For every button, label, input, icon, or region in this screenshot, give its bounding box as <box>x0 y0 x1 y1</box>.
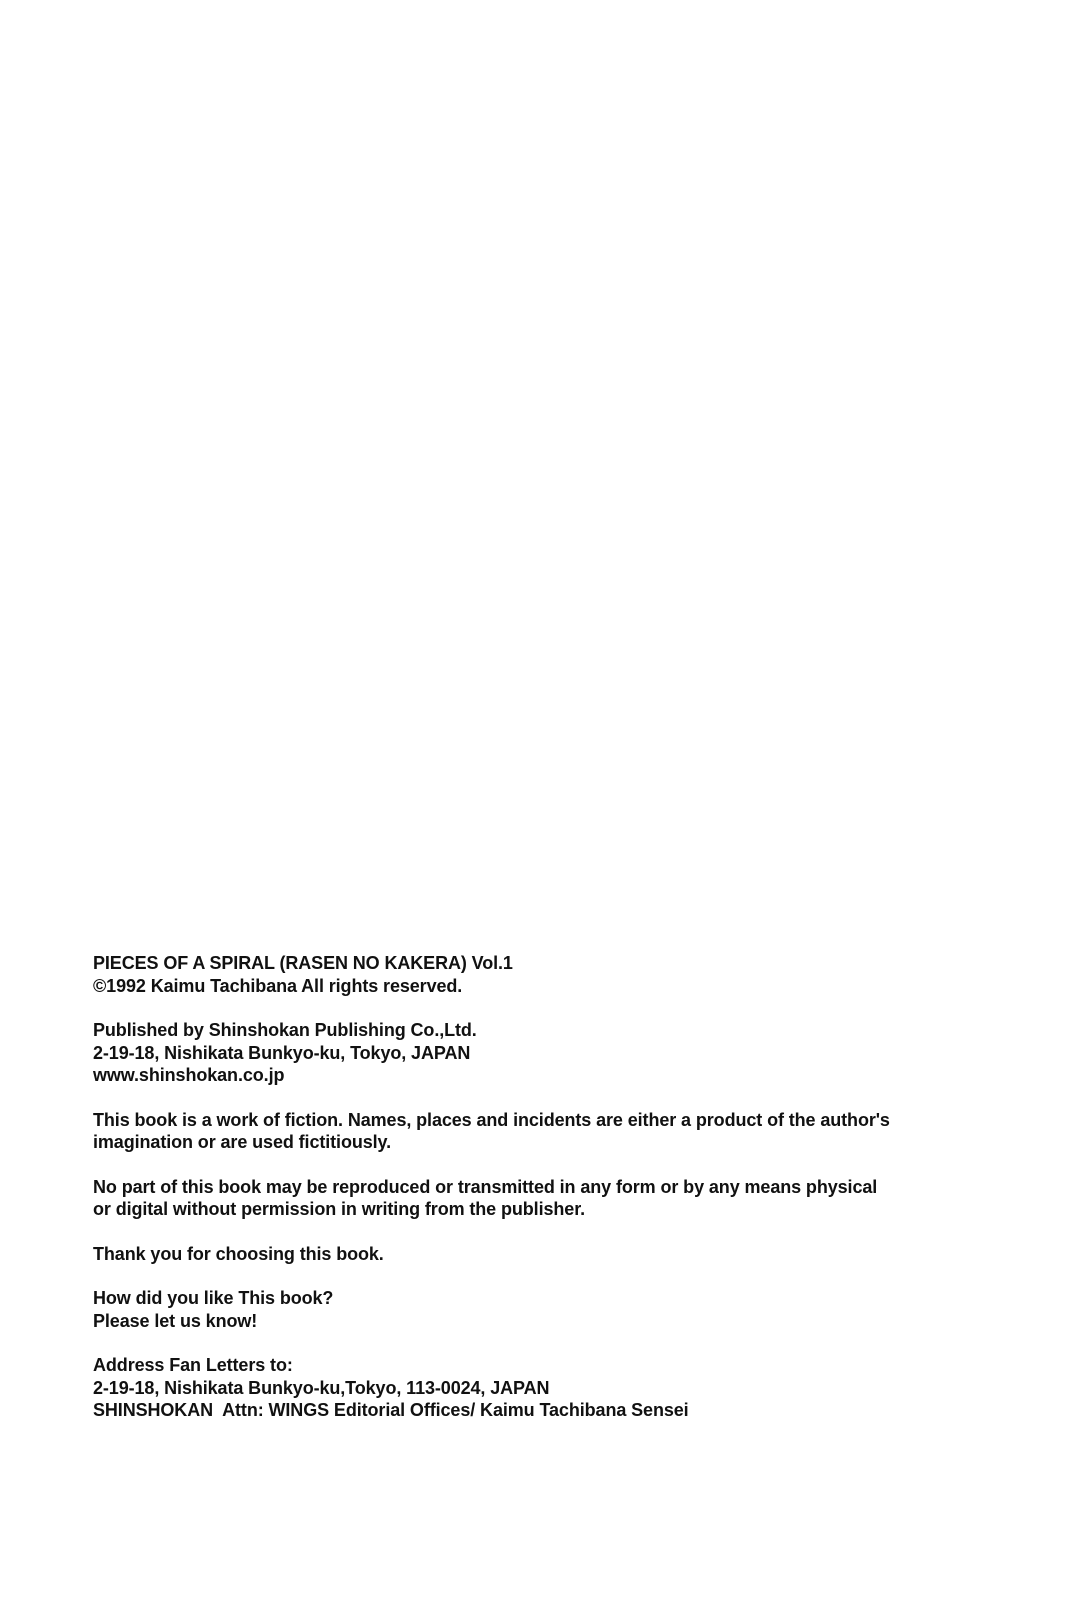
publisher-name: Published by Shinshokan Publishing Co.,Ltd. <box>93 1020 477 1040</box>
thanks-line: Thank you for choosing this book. <box>93 1243 384 1264</box>
rights-notice <box>93 1176 993 1221</box>
fiction-disclaimer-line-1: This book is a work of fiction. Names, places and incidents are either a product of the author's <box>93 1109 890 1130</box>
copyright-notice: ©1992 Kaimu Tachibana All rights reserved. <box>93 975 463 996</box>
thanks-message <box>93 1243 993 1266</box>
feedback-question: How did you like This book? <box>93 1288 334 1308</box>
publisher-address: 2-19-18, Nishikata Bunkyo-ku, Tokyo, JAPAN <box>93 1042 471 1063</box>
fan-letter-street: 2-19-18, Nishikata Bunkyo-ku,Tokyo, 113-0024, JAPAN <box>93 1377 550 1398</box>
publisher-block <box>93 1019 993 1087</box>
fiction-disclaimer-line-2: imagination or are used fictitiously. <box>93 1132 392 1152</box>
title-block <box>93 952 993 997</box>
feedback-prompt: Please let us know! <box>93 1310 258 1331</box>
rights-notice-line-1: No part of this book may be reproduced or transmitted in any form or by any means physical <box>93 1176 878 1197</box>
fiction-disclaimer <box>93 1109 993 1154</box>
colophon <box>93 952 993 1444</box>
feedback-request <box>93 1287 993 1332</box>
rights-notice-line-2: or digital without permission in writing from the publisher. <box>93 1199 586 1219</box>
publisher-website: www.shinshokan.co.jp <box>93 1065 285 1085</box>
fan-letter-address <box>93 1354 993 1422</box>
book-title: PIECES OF A SPIRAL (RASEN NO KAKERA) Vol.1 <box>93 953 513 973</box>
fan-letter-heading: Address Fan Letters to: <box>93 1355 293 1375</box>
fan-letter-attention: SHINSHOKAN Attn: WINGS Editorial Offices/ Kaimu Tachibana Sensei <box>93 1400 689 1420</box>
